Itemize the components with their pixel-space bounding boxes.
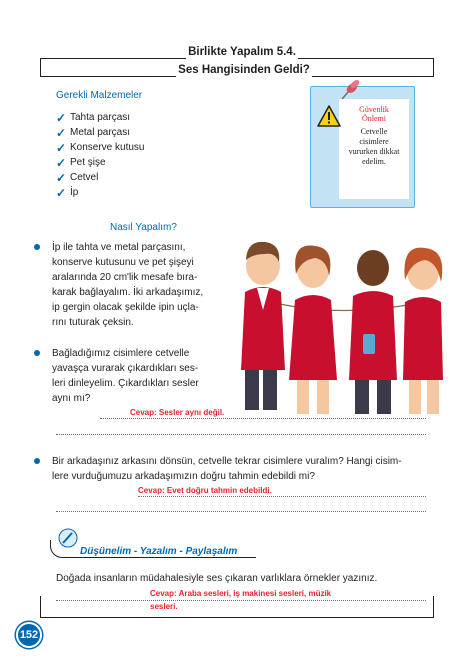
reflection-task: Doğada insanların müdahalesiyle ses çıkaran varlıklara örnekler yazınız.	[56, 573, 378, 584]
check-icon: ✓	[56, 125, 67, 140]
step-2: Bağladığımız cisimlere cetvelle yavaşça vurarak çıkardıkları ses- leri dinleyelim. Çıkardıkları sesler aynı mı?	[34, 346, 230, 406]
materials-heading: Gerekli Malzemeler	[56, 90, 143, 101]
bullet-icon	[34, 350, 40, 356]
answer-line	[56, 600, 426, 601]
check-icon: ✓	[56, 170, 67, 185]
frame-line	[312, 76, 434, 77]
page-number: 152	[16, 622, 42, 648]
activity-title: Ses Hangisinden Geldi?	[178, 64, 310, 76]
frame-line	[40, 58, 186, 59]
frame-line	[40, 596, 41, 618]
boy-left	[241, 242, 285, 410]
frame-line	[40, 76, 176, 77]
answer-text: Cevap: Araba sesleri, iş makinesi sesleri, müzik	[150, 589, 332, 598]
frame-line	[433, 58, 434, 76]
frame-line	[40, 617, 434, 618]
boy-back	[349, 250, 397, 414]
children-experiment-illustration	[233, 230, 443, 416]
answer-line	[56, 434, 426, 435]
bullet-icon	[34, 244, 40, 250]
check-icon: ✓	[56, 185, 67, 200]
frame-line	[433, 596, 434, 618]
warning-icon	[317, 105, 341, 127]
answer-line	[56, 511, 426, 512]
step-3: Bir arkadaşınız arkasını dönsün, cetvelle tekrar cisimlere vuralım? Hangi cisim- lere vurduğumuzu arkadaşımızın doğru tahmin edebildi mi?	[34, 454, 444, 484]
girl-right	[403, 248, 443, 414]
frame-line	[40, 58, 41, 76]
procedure-heading: Nasıl Yapalım?	[110, 222, 177, 233]
list-item: ✓ İp	[56, 185, 79, 200]
answer-text: Cevap: Sesler aynı değil.	[130, 408, 225, 417]
frame-line	[298, 58, 434, 59]
safety-text: Cetvelle cisimlere vururken dikkat edelim.	[348, 127, 400, 166]
pushpin-icon	[338, 78, 362, 102]
reflection-heading: Düşünelim - Yazalım - Paylaşalım	[80, 546, 238, 557]
list-item: ✓ Tahta parçası	[56, 110, 131, 125]
answer-text: sesleri.	[150, 602, 178, 611]
safety-card	[310, 86, 415, 208]
list-item: ✓ Metal parçası	[56, 125, 131, 140]
materials-list	[56, 110, 145, 200]
list-item: ✓ Konserve kutusu	[56, 140, 145, 155]
check-icon: ✓	[56, 155, 67, 170]
list-item: ✓ Cetvel	[56, 170, 99, 185]
step-1: İp ile tahta ve metal parçasını, konserve kutusunu ve pet şişeyi aralarında 20 cm'lik mesafe bıra- karak bağlayalım. İki arkadaşımız, ip gergin olacak şekilde ipin uçla- rını tuturak çeksin.	[34, 240, 230, 330]
girl-middle	[289, 246, 337, 414]
answer-line	[138, 496, 426, 497]
answer-line	[100, 418, 426, 419]
safety-title: Güvenlik Önlemi	[359, 105, 389, 123]
safety-note	[339, 99, 409, 199]
check-icon: ✓	[56, 140, 67, 155]
answer-text: Cevap: Evet doğru tahmin edebildi.	[138, 486, 272, 495]
activity-number: Birlikte Yapalım 5.4.	[188, 46, 296, 58]
check-icon: ✓	[56, 110, 67, 125]
bullet-icon	[34, 458, 40, 464]
list-item: ✓ Pet şişe	[56, 155, 106, 170]
